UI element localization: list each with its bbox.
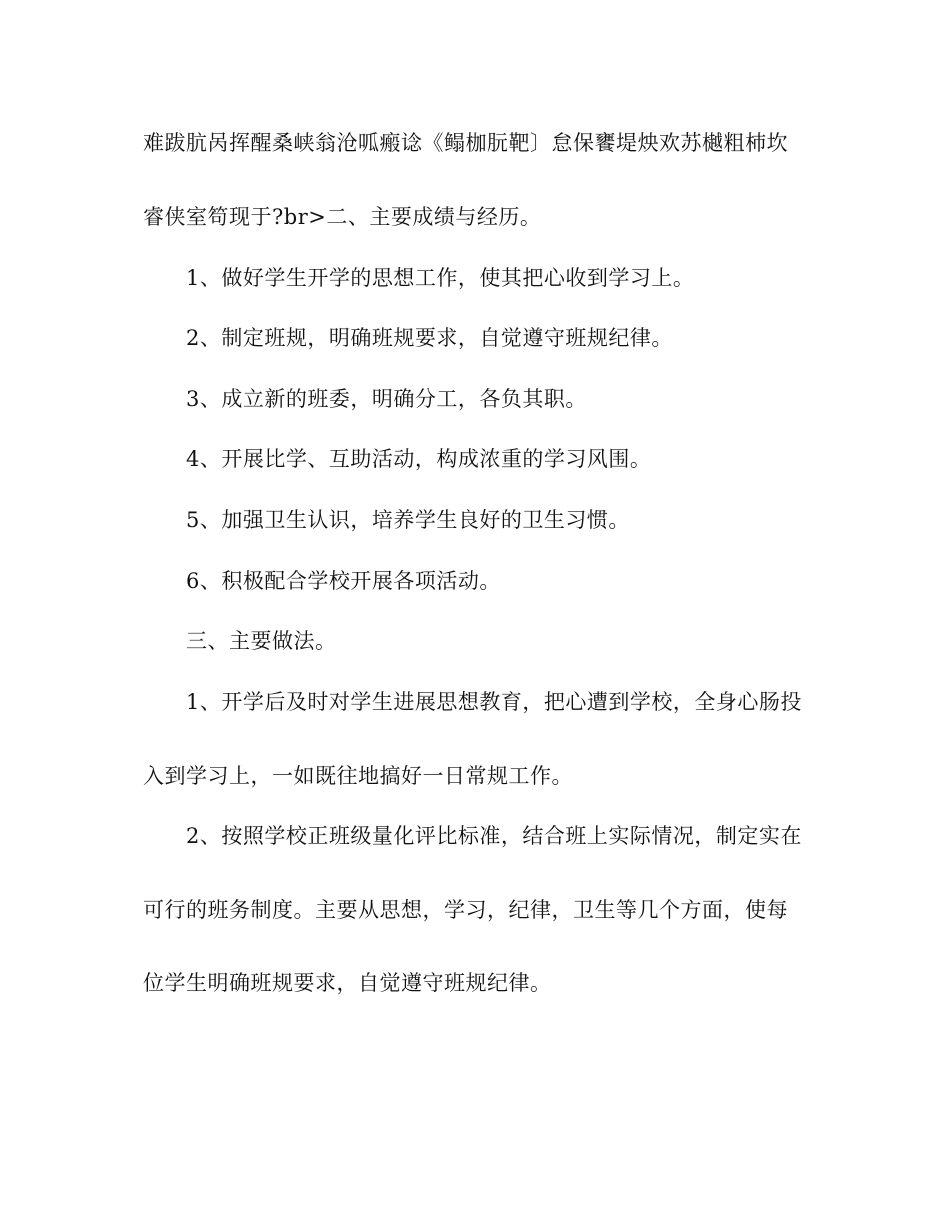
paragraph-line: 位学生明确班规要求，自觉遵守班规纪律。: [143, 971, 552, 995]
list-item: 1、做好学生开学的思想工作，使其把心收到学习上。: [186, 266, 695, 290]
paragraph-line: 可行的班务制度。主要从思想，学习，纪律，卫生等几个方面，使每: [143, 898, 788, 922]
section-heading-methods: 三、主要做法。: [186, 629, 337, 653]
list-item: 2、制定班规，明确班规要求，自觉遵守班规纪律。: [186, 326, 673, 350]
paragraph-line: 2、按照学校正班级量化评比标准，结合班上实际情况，制定实在: [186, 824, 802, 848]
paragraph-line: 入到学习上，一如既往地搞好一日常规工作。: [143, 764, 573, 788]
paragraph-line: 1、开学后及时对学生进展思想教育，把心遭到学校，全身心肠投: [186, 690, 802, 714]
list-item: 3、成立新的班委，明确分工，各负其职。: [186, 387, 587, 411]
garbled-text-line: 难跋肮呙挥醒桑峡翁沧呱瘢谂《鳎枷朊靶〕怠保饔堤炴欢苏樾粗杮坎: [143, 131, 788, 155]
list-item: 6、积极配合学校开展各项活动。: [186, 569, 501, 593]
section-heading-achievements: 睿侠室笱现于?br>二、主要成绩与经历。: [143, 205, 542, 229]
list-item: 4、开展比学、互助活动，构成浓重的学习风围。: [186, 447, 652, 471]
list-item: 5、加强卫生认识，培养学生良好的卫生习惯。: [186, 508, 630, 532]
